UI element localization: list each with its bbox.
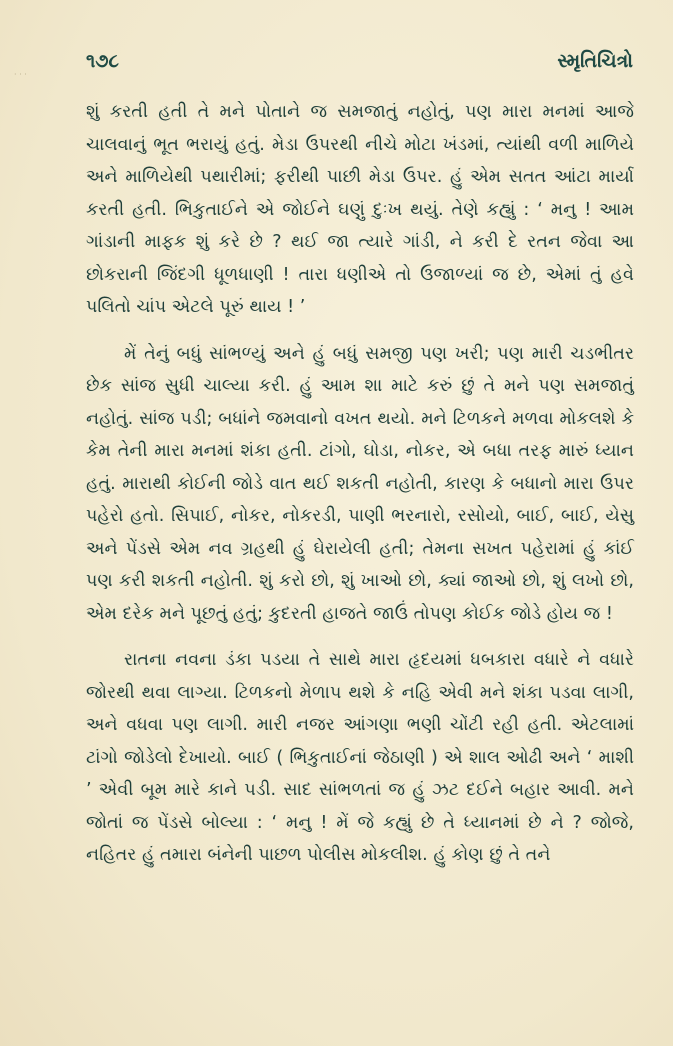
paragraph-3: રાતના નવના ડંકા પડયા તે સાથે મારા હૃદયમાં ધબકારા વધારે ને વધારે જોરથી થવા લાગ્યા. ટિળકનો મેળાપ થશે કે નહિ એવી મને શંકા પડવા લાગી, અને વધવા પણ લાગી. મારી નજર આંગણા ભણી ચોંટી રહી હતી. એટલામાં ટાંગો જોડેલો દેખાયો. બાઈ ( ભિકુતાઈનાં જેઠાણી ) એ શાલ ઓઢી અને ‘ માશી ’ એવી બૂમ મારે કાને પડી. સાદ સાંભળતાં જ હું ઝટ દઈને બહાર આવી. મને જોતાં જ પેંડસે બોલ્યા : ‘ મનુ ! મેં જે કહ્યું છે તે ધ્યાનમાં છે ને ? જોજે, નહિતર હું તમારા બંનેની પાછળ પોલીસ મોકલીશ. હું કોણ છું તે તને (86, 650, 634, 865)
paragraph-2: મેં તેનું બધું સાંભળ્યું અને હું બધું સમજી પણ ખરી; પણ મારી ચડભીતર છેક સાંજ સુધી ચાલ્યા કરી. હું આમ શા માટે કરું છું તે મને પણ સમજાતું નહોતું. સાંજ પડી; બધાંને જમવાનો વખત થયો. મને ટિળકને મળવા મોકલશે કે કેમ તેની મારા મનમાં શંકા હતી. ટાંગો, ઘોડા, નોકર, એ બધા તરફ મારું ધ્યાન હતું. મારાથી કોઈની જોડે વાત થઈ શકતી નહોતી, કારણ કે બધાનો મારા ઉપર પહેરો હતો. સિપાઈ, નોકર, નોકરડી, પાણી ભરનારો, રસોયો, બાઈ, બાઈ, યેસુ અને પેંડસે એમ નવ ગ્રહથી હું ઘેરાયેલી હતી; તેમના સખત પહેરામાં હું કાંઈ પણ કરી શકતી નહોતી. શું કરો છો, શું ખાઓ છો, ક્યાં જાઓ છો, શું લખો છો, એમ દરેક મને પૂછતું હતું; કુદરતી હાજતે જાઉં તોપણ કોઈક જોડે હોય જ ! (86, 343, 634, 624)
page-speck: · · · (14, 70, 27, 79)
paragraph-1: શું કરતી હતી તે મને પોતાને જ સમજાતું નહોતું, પણ મારા મનમાં આજે ચાલવાનું ભૂત ભરાયું હતું. મેડા ઉપરથી નીચે મોટા ખંડમાં, ત્યાંથી વળી માળિયે અને માળિયેથી પથારીમાં; ફરીથી પાછી મેડા ઉપર. હું એમ સતત આંટા માર્યા કરતી હતી. ભિકુતાઈને એ જોઈને ઘણું દુઃખ થયું. તેણે કહ્યું : ‘ મનુ ! આમ ગાંડાની માફક શું કરે છે ? થઈ જા ત્યારે ગાંડી, ને કરી દે રતન જેવા આ છોકરાની જિંદગી ધૂળધાણી ! તારા ધણીએ તો ઉજાળ્યાં જ છે, એમાં તું હવે પલિતો ચાંપ એટલે પૂરું થાય ! ’ (86, 102, 634, 317)
page-header (86, 44, 633, 78)
running-title: સ્મૃતિચિત્રો (557, 50, 633, 72)
body-text (86, 96, 634, 872)
page-number: ૧૭૮ (86, 50, 119, 72)
